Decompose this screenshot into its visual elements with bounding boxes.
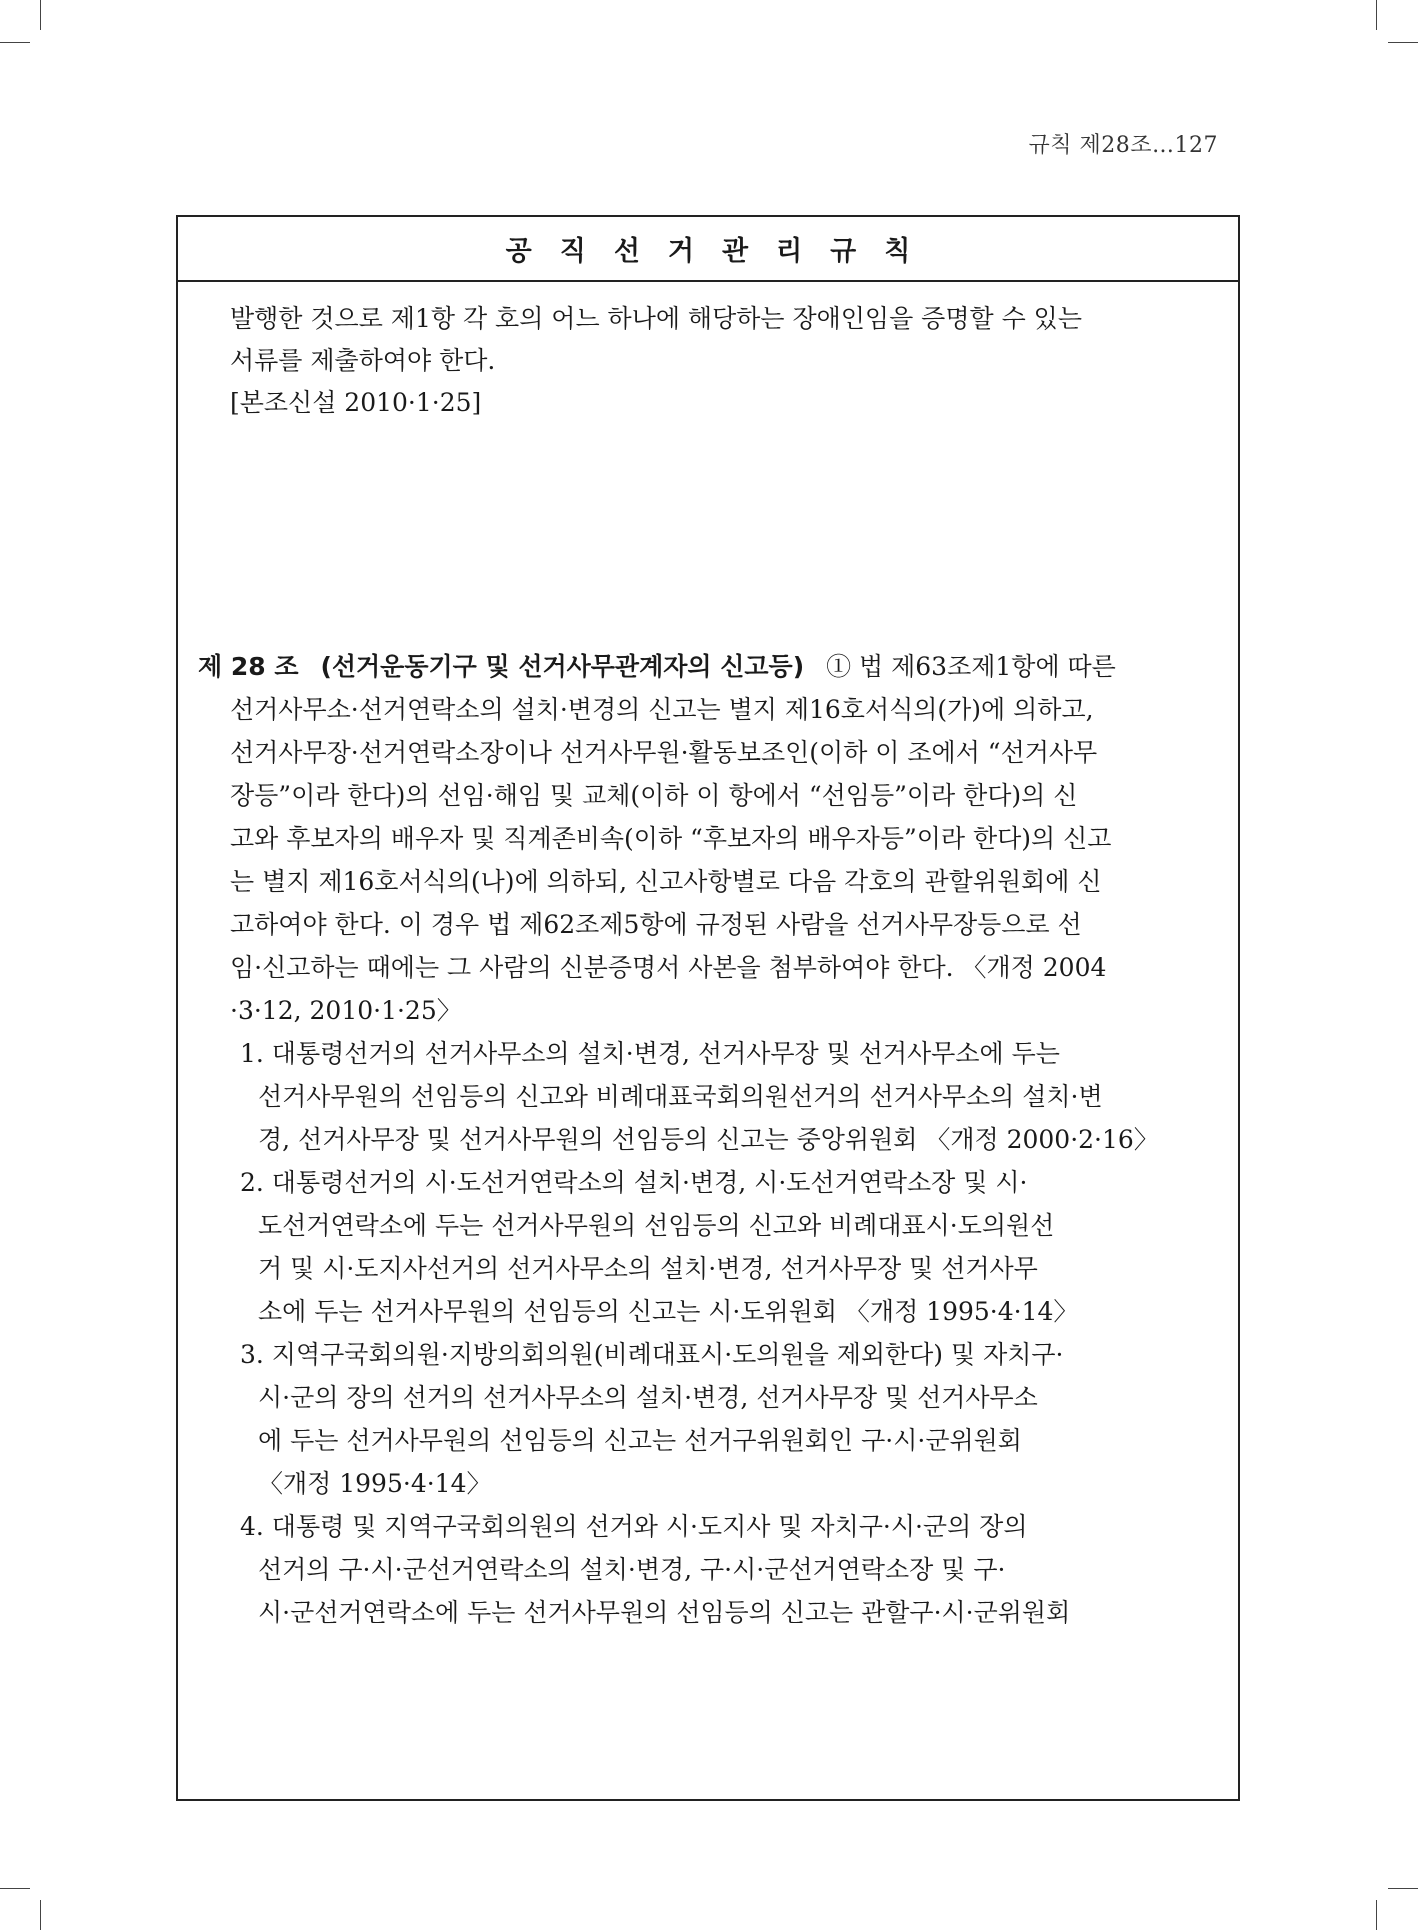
crop-mark (0, 42, 30, 43)
article-line: 선거사무소·선거연락소의 설치·변경의 신고는 별지 제16호서식의(가)에 의하고, (230, 695, 1094, 724)
list-item-4-line: 시·군선거연락소에 두는 선거사무원의 선임등의 신고는 관할구·시·군위원회 (258, 1598, 1071, 1627)
list-item-4-line: 선거의 구·시·군선거연락소의 설치·변경, 구·시·군선거연락소장 및 구· (258, 1555, 1006, 1584)
list-item-2-line: 도선거연락소에 두는 선거사무원의 선임등의 신고와 비례대표시·도의원선 (258, 1211, 1055, 1240)
crop-mark (40, 0, 41, 30)
article-line: 고와 후보자의 배우자 및 직계존비속(이하 “후보자의 배우자등”이라 한다)의 신고 (230, 824, 1112, 853)
list-item-1-line: 경, 선거사무장 및 선거사무원의 선임등의 신고는 중앙위원회 〈개정 2000·2·16〉 (258, 1125, 1159, 1154)
running-header: 규칙 제28조…127 (1028, 133, 1218, 158)
list-item-2-line: 거 및 시·도지사선거의 선거사무소의 설치·변경, 선거사무장 및 선거사무 (258, 1254, 1038, 1283)
intro-line: 발행한 것으로 제1항 각 호의 어느 하나에 해당하는 장애인임을 증명할 수 있는 (230, 304, 1082, 333)
article-first-line: ① 법 제63조제1항에 따른 (826, 652, 1116, 681)
list-item-2: 2. 대통령선거의 시·도선거연락소의 설치·변경, 시·도선거연락소장 및 시· (240, 1168, 1028, 1197)
list-item-1: 1. 대통령선거의 선거사무소의 설치·변경, 선거사무장 및 선거사무소에 두는 (240, 1039, 1060, 1068)
article-heading-line (198, 654, 1116, 679)
article-line: 고하여야 한다. 이 경우 법 제62조제5항에 규정된 사람을 선거사무장등으로 선 (230, 910, 1082, 939)
list-item-3: 3. 지역구국회의원·지방의회의원(비례대표시·도의원을 제외한다) 및 자치구· (240, 1340, 1064, 1369)
article-line: 선거사무장·선거연락소장이나 선거사무원·활동보조인(이하 이 조에서 “선거사무 (230, 738, 1098, 767)
list-item-3-line: 시·군의 장의 선거의 선거사무소의 설치·변경, 선거사무장 및 선거사무소 (258, 1383, 1038, 1412)
list-item-4: 4. 대통령 및 지역구국회의원의 선거와 시·도지사 및 자치구·시·군의 장의 (240, 1512, 1028, 1541)
frame-title: 공직선거관리규칙 (178, 217, 1238, 282)
crop-mark (40, 1900, 41, 1930)
list-item-3-line: 에 두는 선거사무원의 선임등의 신고는 선거구위원회인 구·시·군위원회 (258, 1426, 1022, 1455)
crop-mark (0, 1888, 30, 1889)
list-item-2-line: 소에 두는 선거사무원의 선임등의 신고는 시·도위원회 〈개정 1995·4·14〉 (258, 1297, 1079, 1326)
article-heading: (선거운동기구 및 선거사무관계자의 신고등) (320, 652, 805, 681)
list-item-3-line: 〈개정 1995·4·14〉 (258, 1469, 492, 1498)
intro-line: 서류를 제출하여야 한다. (230, 346, 496, 375)
intro-line: [본조신설 2010·1·25] (230, 388, 482, 417)
article-line: 는 별지 제16호서식의(나)에 의하되, 신고사항별로 다음 각호의 관할위원회에 신 (230, 867, 1102, 896)
crop-mark (1376, 0, 1377, 30)
article-line: 장등”이라 한다)의 선임·해임 및 교체(이하 이 항에서 “선임등”이라 한다)의 신 (230, 781, 1078, 810)
rule-frame (176, 215, 1240, 1801)
article-line: ·3·12, 2010·1·25〉 (230, 996, 462, 1025)
article-line: 임·신고하는 때에는 그 사람의 신분증명서 사본을 첨부하여야 한다. 〈개정 2004 (230, 953, 1107, 982)
crop-mark (1388, 1888, 1418, 1889)
crop-mark (1388, 42, 1418, 43)
list-item-1-line: 선거사무원의 선임등의 신고와 비례대표국회의원선거의 선거사무소의 설치·변 (258, 1082, 1103, 1111)
article-number: 제 28 조 (198, 652, 299, 681)
crop-mark (1376, 1900, 1377, 1930)
